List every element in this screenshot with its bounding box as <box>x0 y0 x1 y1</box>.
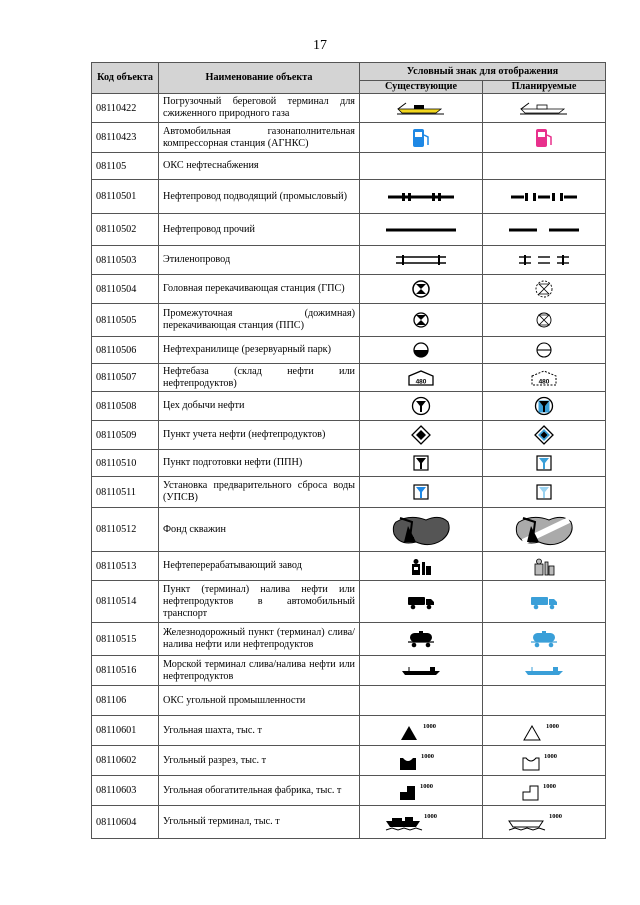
object-name: Железнодорожный пункт (терминал) слива/налива нефти или нефтепродуктов <box>159 623 360 656</box>
object-name: Пункт подготовки нефти (ППН) <box>159 450 360 477</box>
oil-depot-icon <box>360 364 483 392</box>
gas-station-icon <box>360 123 483 153</box>
coal-plant-icon <box>483 776 606 806</box>
capacity-label: 1000 <box>424 813 437 820</box>
table-row <box>92 776 606 806</box>
object-code: 081106 <box>92 686 159 716</box>
ethylene-pipeline-icon <box>483 246 606 275</box>
planned-column-header: Планируемые <box>483 81 606 94</box>
object-name: Морской терминал слива/налива нефти или нефтепродуктов <box>159 656 360 686</box>
object-code: 08110505 <box>92 304 159 337</box>
object-code: 08110506 <box>92 337 159 364</box>
table-row <box>92 623 606 656</box>
table-row <box>92 364 606 392</box>
table-row <box>92 656 606 686</box>
object-name: Нефтепровод подводящий (промысловый) <box>159 180 360 214</box>
lng-terminal-icon <box>483 94 606 123</box>
object-code: 08110511 <box>92 477 159 508</box>
table-row <box>92 246 606 275</box>
object-code: 08110601 <box>92 716 159 746</box>
object-name: Угольная обогатительная фабрика, тыс. т <box>159 776 360 806</box>
object-name: Промежуточная (дожимная) перекачивающая станция (ППС) <box>159 304 360 337</box>
object-name: Нефтепровод прочий <box>159 214 360 246</box>
water-discharge-unit-icon <box>360 477 483 508</box>
capacity-label: 1000 <box>544 752 557 760</box>
oil-production-shop-icon <box>483 392 606 421</box>
symbol-column-header: Условный знак для отображения <box>360 63 606 81</box>
lng-terminal-icon <box>360 94 483 123</box>
object-name: Угольная шахта, тыс. т <box>159 716 360 746</box>
existing-column-header: Существующие <box>360 81 483 94</box>
ethylene-pipeline-icon <box>360 246 483 275</box>
coal-mine-icon <box>360 716 483 746</box>
coal-terminal-icon <box>360 806 483 839</box>
object-code: 08110509 <box>92 421 159 450</box>
table-row <box>92 392 606 421</box>
truck-loading-icon <box>360 581 483 623</box>
coal-plant-icon <box>360 776 483 806</box>
capacity-label: 480 <box>538 378 550 385</box>
open-pit-icon <box>360 746 483 776</box>
table-row <box>92 508 606 552</box>
object-code: 08110512 <box>92 508 159 552</box>
object-name: Фонд скважин <box>159 508 360 552</box>
object-name: Нефтебаза (склад нефти или нефтепродуктов) <box>159 364 360 392</box>
legend-table <box>91 62 606 839</box>
object-code: 08110504 <box>92 275 159 304</box>
name-column-header: Наименование объекта <box>159 63 360 94</box>
object-code: 081105 <box>92 153 159 180</box>
object-code: 08110604 <box>92 806 159 839</box>
object-code: 08110515 <box>92 623 159 656</box>
oil-pipeline-other-icon <box>483 214 606 246</box>
intermediate-pumping-station-icon <box>360 304 483 337</box>
object-code: 08110422 <box>92 94 159 123</box>
table-row <box>92 716 606 746</box>
object-code: 08110501 <box>92 180 159 214</box>
table-row <box>92 94 606 123</box>
object-code: 08110602 <box>92 746 159 776</box>
code-column-header: Код объекта <box>92 63 159 94</box>
oil-production-shop-icon <box>360 392 483 421</box>
table-row <box>92 806 606 839</box>
table-row <box>92 337 606 364</box>
truck-loading-icon <box>483 581 606 623</box>
oil-pipeline-feeder-icon <box>483 180 606 214</box>
table-row <box>92 581 606 623</box>
table-row <box>92 180 606 214</box>
oil-pipeline-feeder-icon <box>360 180 483 214</box>
head-pumping-station-icon <box>483 275 606 304</box>
intermediate-pumping-station-icon <box>483 304 606 337</box>
table-row <box>92 552 606 581</box>
oil-storage-icon <box>483 337 606 364</box>
oil-metering-point-icon <box>483 421 606 450</box>
section-row <box>92 686 606 716</box>
oil-treatment-point-icon <box>360 450 483 477</box>
capacity-label: 480 <box>415 378 427 385</box>
object-name: Угольный разрез, тыс. т <box>159 746 360 776</box>
gas-station-icon <box>483 123 606 153</box>
rail-tank-icon <box>483 623 606 656</box>
object-name: Этиленопровод <box>159 246 360 275</box>
object-name: Нефтехранилище (резервуарный парк) <box>159 337 360 364</box>
object-name: Погрузочный береговой терминал для сжиженного природного газа <box>159 94 360 123</box>
well-stock-icon <box>360 508 483 552</box>
object-name: Установка предварительного сброса воды (УПСВ) <box>159 477 360 508</box>
well-stock-icon <box>483 508 606 552</box>
tanker-ship-icon <box>360 656 483 686</box>
table-row <box>92 214 606 246</box>
object-name: Автомобильная газонаполнительная компрессорная станция (АГНКС) <box>159 123 360 153</box>
object-name: Пункт учета нефти (нефтепродуктов) <box>159 421 360 450</box>
water-discharge-unit-icon <box>483 477 606 508</box>
capacity-label: 1000 <box>549 813 562 820</box>
oil-storage-icon <box>360 337 483 364</box>
coal-mine-icon <box>483 716 606 746</box>
object-name: Цех добычи нефти <box>159 392 360 421</box>
capacity-label: 1000 <box>420 782 433 790</box>
object-name: Пункт (терминал) налива нефти или нефтепродуктов в автомобильный транспорт <box>159 581 360 623</box>
refinery-icon <box>483 552 606 581</box>
rail-tank-icon <box>360 623 483 656</box>
object-name: Нефтеперерабатывающий завод <box>159 552 360 581</box>
section-title: ОКС угольной промышленности <box>159 686 360 716</box>
refinery-icon <box>360 552 483 581</box>
coal-terminal-icon <box>483 806 606 839</box>
head-pumping-station-icon <box>360 275 483 304</box>
open-pit-icon <box>483 746 606 776</box>
table-row <box>92 421 606 450</box>
table-row <box>92 304 606 337</box>
table-row <box>92 450 606 477</box>
section-title: ОКС нефтеснабжения <box>159 153 360 180</box>
object-code: 08110503 <box>92 246 159 275</box>
table-row <box>92 477 606 508</box>
oil-pipeline-other-icon <box>360 214 483 246</box>
object-code: 08110502 <box>92 214 159 246</box>
section-row <box>92 153 606 180</box>
object-code: 08110603 <box>92 776 159 806</box>
capacity-label: 1000 <box>546 722 559 730</box>
object-code: 08110514 <box>92 581 159 623</box>
oil-depot-icon <box>483 364 606 392</box>
tanker-ship-icon <box>483 656 606 686</box>
table-row <box>92 123 606 153</box>
object-code: 08110513 <box>92 552 159 581</box>
oil-metering-point-icon <box>360 421 483 450</box>
object-name: Головная перекачивающая станция (ГПС) <box>159 275 360 304</box>
capacity-label: 1000 <box>423 722 436 730</box>
object-name: Угольный терминал, тыс. т <box>159 806 360 839</box>
capacity-label: 1000 <box>543 782 556 790</box>
table-row <box>92 275 606 304</box>
oil-treatment-point-icon <box>483 450 606 477</box>
object-code: 08110516 <box>92 656 159 686</box>
object-code: 08110507 <box>92 364 159 392</box>
page-number: 17 <box>313 38 327 53</box>
object-code: 08110508 <box>92 392 159 421</box>
object-code: 08110510 <box>92 450 159 477</box>
object-code: 08110423 <box>92 123 159 153</box>
capacity-label: 1000 <box>421 752 434 760</box>
table-row <box>92 746 606 776</box>
